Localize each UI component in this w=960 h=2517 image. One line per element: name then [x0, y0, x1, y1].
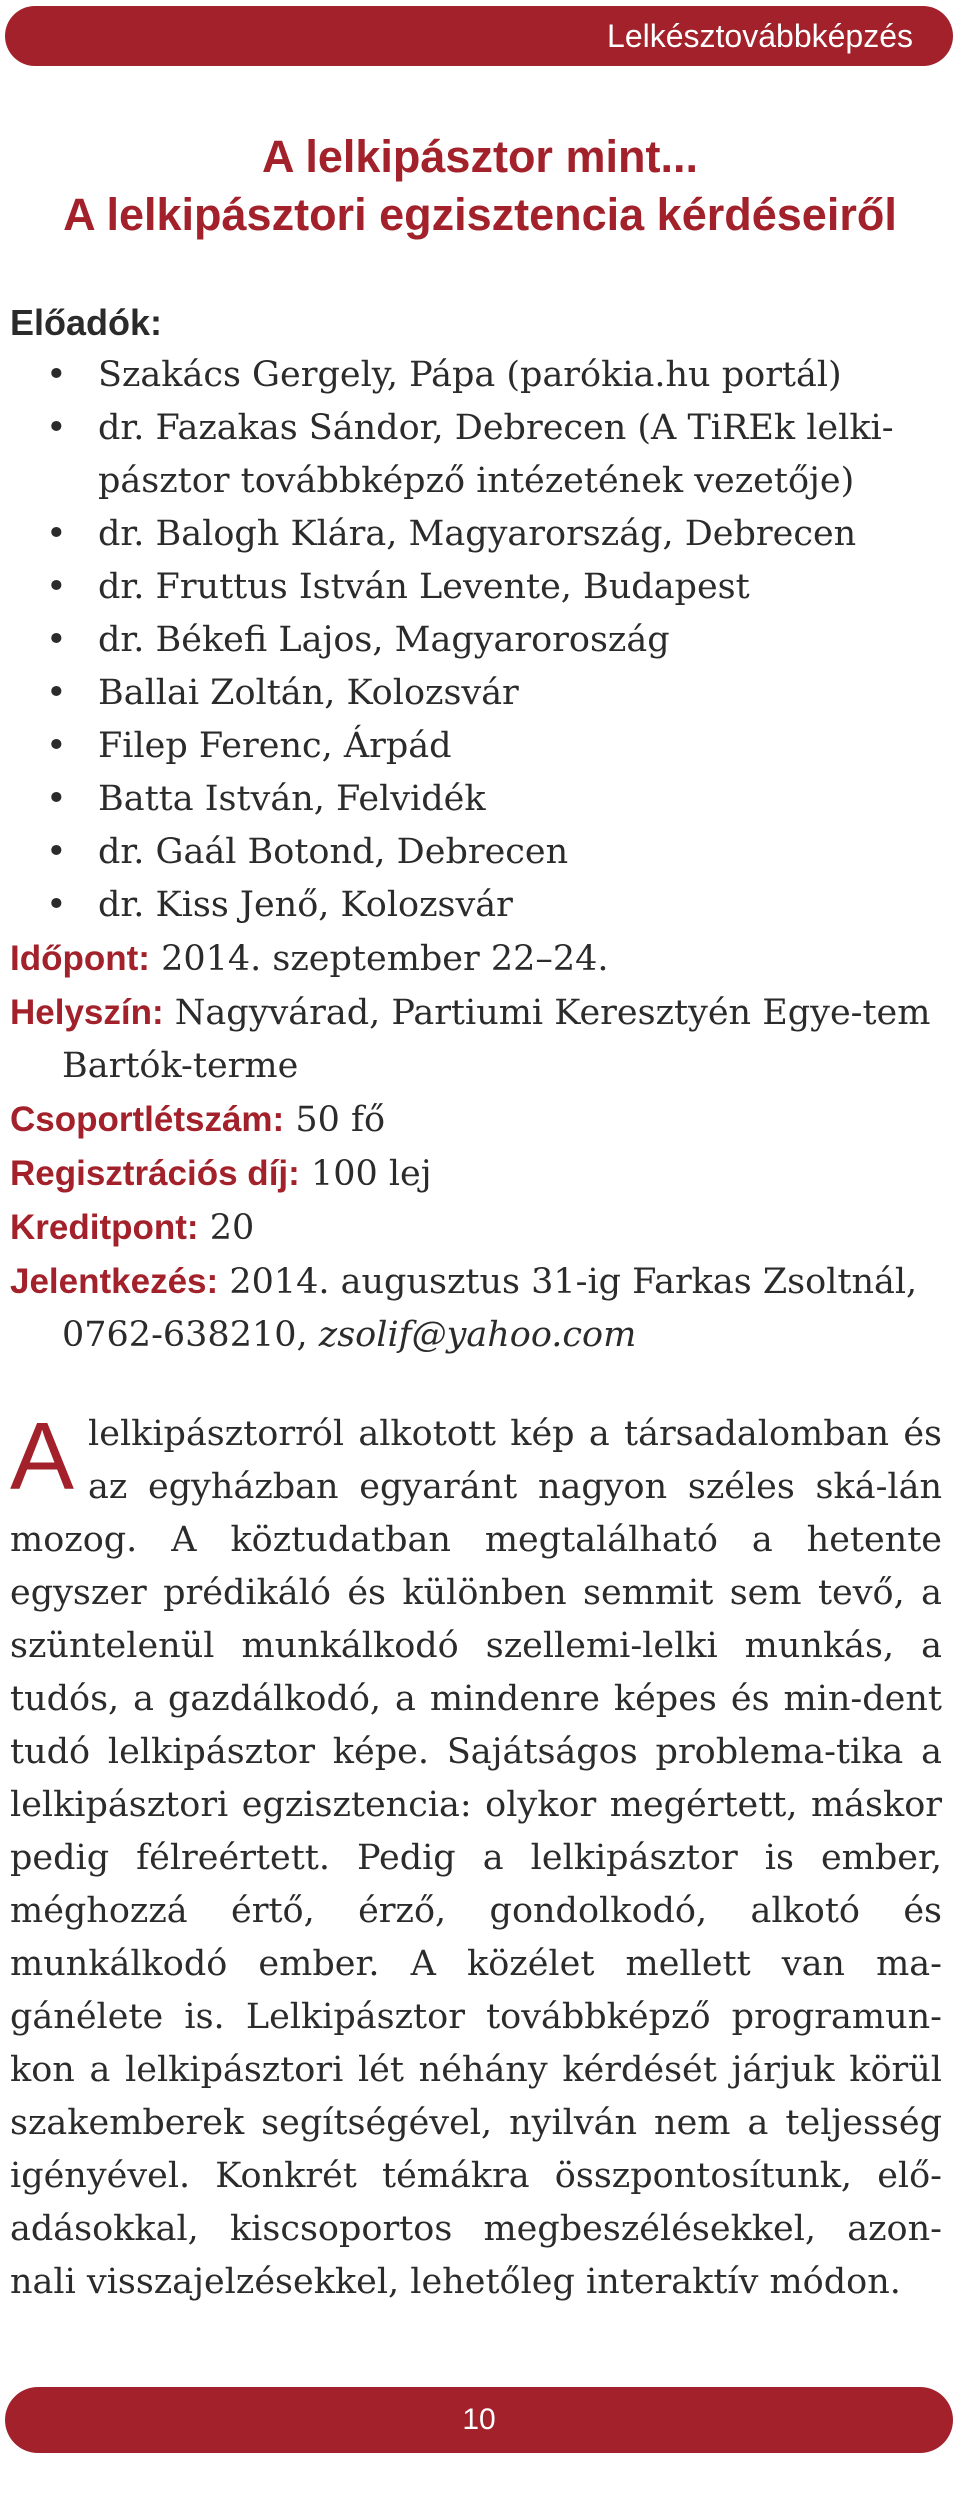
application-email-link[interactable]: zsolif@yahoo.com: [318, 1315, 637, 1355]
speaker-item: • dr. Balogh Klára, Magyarország, Debrecen: [10, 508, 940, 561]
speaker-item: • Batta István, Felvidék: [10, 773, 940, 826]
application-row: [10, 1255, 940, 1362]
speaker-item: • dr. Kiss Jenő, Kolozsvár: [10, 879, 940, 932]
credit-row: [10, 1201, 940, 1255]
article-body: [10, 1403, 942, 2309]
speaker-item-continuation: pásztor továbbképző intézetének vezetője): [98, 461, 855, 501]
fee-value: 100 lej: [310, 1154, 432, 1194]
time-label: Időpont:: [10, 939, 150, 978]
application-value: 2014. augusztus 31-ig Farkas Zsoltnál, 0762-638210,: [62, 1262, 918, 1355]
title-line-1: A lelkipásztor mint...: [262, 131, 698, 182]
speaker-item: • dr. Fazakas Sándor, Debrecen (A TiREk lelki-: [10, 402, 940, 455]
speaker-item: • Ballai Zoltán, Kolozsvár: [10, 667, 940, 720]
application-label: Jelentkezés:: [10, 1262, 219, 1301]
speaker-item: • dr. Fruttus István Levente, Budapest: [10, 561, 940, 614]
page-number: 10: [462, 2403, 496, 2436]
speaker-item: • Szakács Gergely, Pápa (parókia.hu portál): [10, 349, 940, 402]
page-number-bar: [5, 2387, 953, 2453]
group-size-label: Csoportlétszám:: [10, 1100, 285, 1139]
time-row: [10, 932, 940, 986]
place-value: Nagyvárad, Partiumi Keresztyén Egye-tem Bartók-terme: [62, 993, 931, 1086]
speaker-item: • Filep Ferenc, Árpád: [10, 720, 940, 773]
group-size-value: 50 fő: [295, 1100, 386, 1140]
speaker-list: [10, 349, 940, 932]
speaker-item: • dr. Gaál Botond, Debrecen: [10, 826, 940, 879]
credit-value: 20: [209, 1208, 255, 1248]
title-line-2: A lelkipásztori egzisztencia kérdéseiről: [63, 189, 897, 240]
speaker-item: • dr. Békefi Lajos, Magyaroroszág: [10, 614, 940, 667]
section-header-bar: [5, 6, 953, 66]
time-value: 2014. szeptember 22–24.: [161, 939, 609, 979]
fee-row: [10, 1147, 940, 1201]
speakers-label: Előadók:: [10, 302, 163, 343]
place-label: Helyszín:: [10, 993, 164, 1032]
article-text: lelkipásztorról alkotott kép a társadalomban és az egyházban egyaránt nagyon széles ská-lán mozog. A köztudatban megtalálható a hetente egyszer prédikáló és különben semmit sem tevő, a szüntelenül munkálkodó szellemi-lelki munkás, a tudós, a gazdálkodó, a mindenre képes és min-dent tudó lelkipásztor képe. Sajátságos problema-tika a lelkipásztori egzisztencia: olykor megértett, máskor pedig félreértett. Pedig a lelkipásztor is ember, méghozzá értő, érző, gondolkodó, alkotó és munkálkodó ember. A közélet mellett van ma-gánélete is. Lelkipásztor továbbképző programun-kon a lelkipásztori lét néhány kérdését járjuk körül szakemberek segítségével, nyilván nem a teljesség igényével. Konkrét témákra összpontosítunk, elő-adásokkal, kiscsoportos megbeszélésekkel, azon-nali visszajelzésekkel, lehetőleg interaktív módon.: [10, 1414, 942, 2302]
place-row: [10, 986, 940, 1093]
group-size-row: [10, 1093, 940, 1147]
fee-label: Regisztrációs díj:: [10, 1154, 300, 1193]
page-title: [0, 128, 960, 244]
section-title: Lelkésztovábbképzés: [607, 17, 913, 54]
credit-label: Kreditpont:: [10, 1208, 199, 1247]
event-info: [10, 296, 940, 1362]
drop-cap: A: [10, 1403, 75, 1510]
